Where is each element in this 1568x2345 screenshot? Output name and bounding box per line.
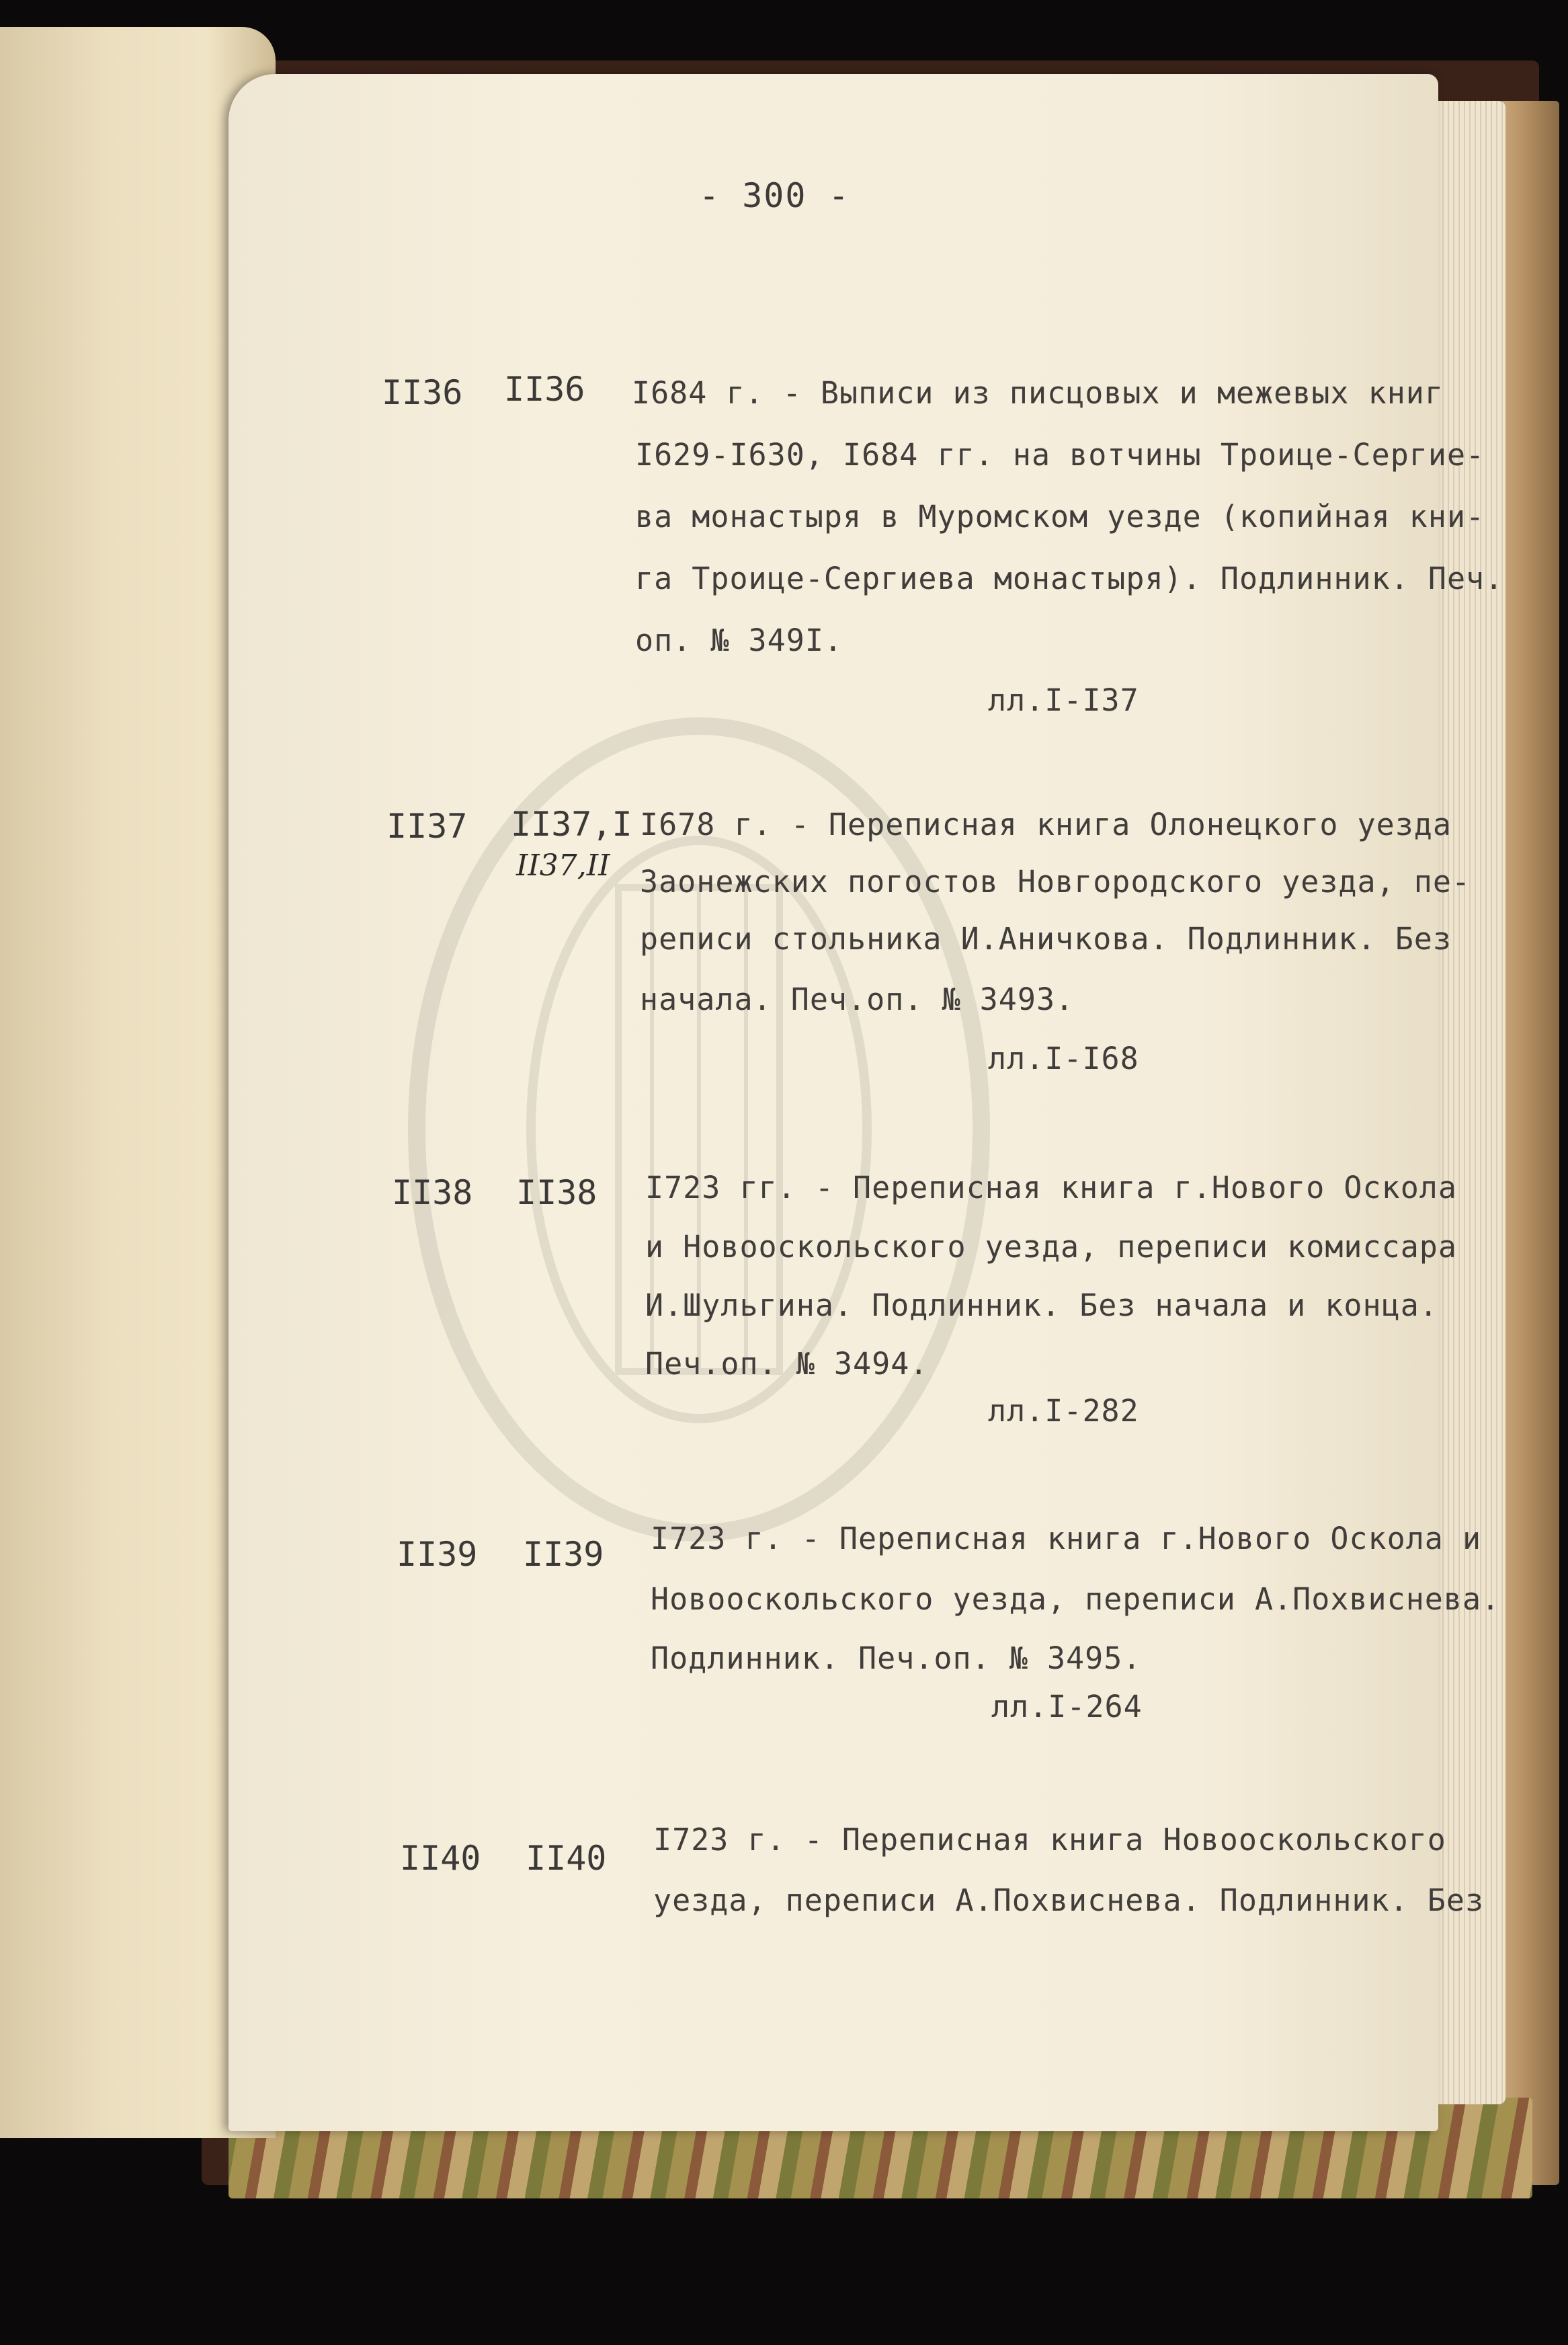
entry-text-line: реписи стольника И.Аничкова. Подлинник. Без xyxy=(640,921,1452,957)
entry-number: II38 xyxy=(392,1173,473,1212)
entry-text-line: Новооскольского уезда, переписи А.Похвиснева. xyxy=(651,1581,1501,1617)
entry-text-line: Печ.оп. № 3494. xyxy=(645,1346,929,1382)
entry-number: II36 xyxy=(382,373,463,412)
book-edge xyxy=(1499,101,1559,2185)
entry-text-line: I678 г. - Переписная книга Олонецкого уезда xyxy=(640,807,1452,842)
entry-text-line: га Троице-Сергиева монастыря). Подлинник. Печ. xyxy=(635,561,1504,596)
sheets-range: лл.I-I68 xyxy=(988,1041,1139,1076)
storage-number: II40 xyxy=(526,1839,607,1878)
entry-text-line: I629-I630, I684 гг. на вотчины Троице-Сергие- xyxy=(635,437,1485,473)
handwritten-storage-note: II37,II xyxy=(516,848,610,883)
storage-number: II36 xyxy=(504,370,585,409)
storage-number: II39 xyxy=(523,1535,604,1574)
entry-number: II37 xyxy=(386,807,468,846)
entry-text-line: Заонежских погостов Новгородского уезда, пе- xyxy=(640,864,1471,900)
entry-text-line: I723 г. - Переписная книга Новооскольского xyxy=(653,1822,1446,1858)
entry-text-line: I723 г. - Переписная книга г.Нового Оскола и xyxy=(651,1521,1482,1556)
entry-text-line: I723 гг. - Переписная книга г.Нового Оскола xyxy=(645,1170,1457,1205)
storage-number: II38 xyxy=(516,1173,597,1212)
page-number: - 300 - xyxy=(699,176,850,215)
entry-number: II39 xyxy=(397,1535,478,1574)
entry-text-line: и Новооскольского уезда, переписи комиссара xyxy=(645,1229,1457,1265)
storage-number: II37,I xyxy=(511,805,632,844)
entry-text-line: оп. № 349I. xyxy=(635,623,843,658)
entry-number: II40 xyxy=(400,1839,481,1878)
sheets-range: лл.I-264 xyxy=(991,1689,1143,1724)
entry-text-line: Подлинник. Печ.оп. № 3495. xyxy=(651,1640,1142,1676)
entry-text-line: уезда, переписи А.Похвиснева. Подлинник. Без xyxy=(653,1882,1485,1918)
entry-text-line: начала. Печ.оп. № 3493. xyxy=(640,982,1075,1017)
entry-text-line: И.Шульгина. Подлинник. Без начала и конца. xyxy=(645,1287,1438,1323)
entry-text-line: ва монастыря в Муромском уезде (копийная кни- xyxy=(635,499,1485,534)
entry-text-line: I684 г. - Выписи из писцовых и межевых книг xyxy=(632,375,1444,411)
sheets-range: лл.I-282 xyxy=(988,1393,1139,1429)
sheets-range: лл.I-I37 xyxy=(988,682,1139,718)
